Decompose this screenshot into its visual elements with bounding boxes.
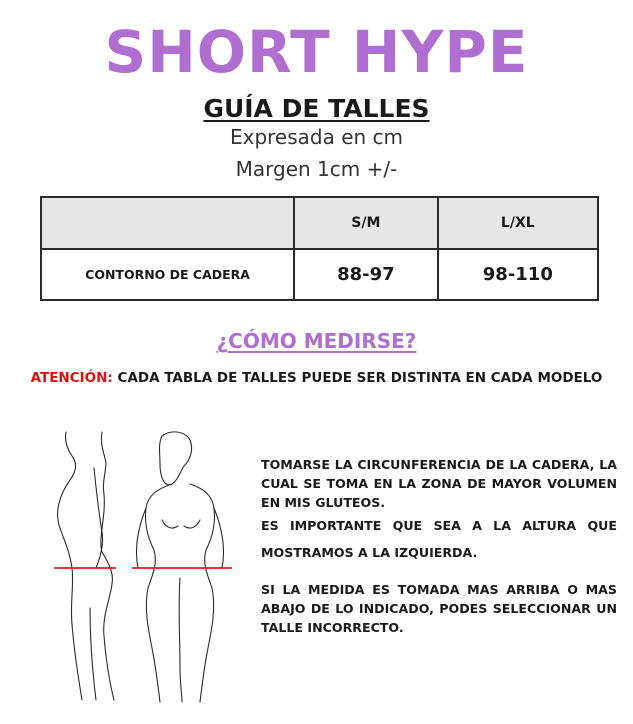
margin-subtitle: Margen 1cm +/- [235,157,398,181]
header-cell-sm: S/M [294,197,437,249]
how-to-measure-text: ¿CÓMO MEDIRSE? [216,329,417,353]
header-cell-empty [41,197,294,249]
table-row [41,249,598,300]
size-table-header [41,197,598,249]
instruction-2: ES IMPORTANTE QUE SEA A LA ALTURA QUE MOSTRAMOS A LA IZQUIERDA. [261,518,617,560]
measure-instructions [261,455,617,637]
front-figure-arm-left [136,508,146,568]
front-figure-hair [160,432,192,485]
instruction-1: TOMARSE LA CIRCUNFERENCIA DE LA CADERA, LA CUAL SE TOMA EN LA ZONA DE MAYOR VOLUMEN EN MIS GLUTEOS. [261,457,617,510]
header-cell-lxl: L/XL [438,197,598,249]
warning-text: CADA TABLA DE TALLES PUEDE SER DISTINTA EN CADA MODELO [117,370,603,386]
side-figure-arm [94,468,103,568]
how-to-measure-heading [0,328,633,354]
brand-title: SHORT HYPE [104,18,529,86]
front-figure-arm-right [214,508,224,568]
front-figure-bust [162,520,200,528]
warning-label: ATENCIÓN: [30,370,113,386]
page-title [0,94,633,124]
front-figure-right-side [190,484,215,702]
side-figure-back [101,432,114,700]
side-figure-leg-gap [90,608,96,700]
row-label-hip: CONTORNO DE CADERA [41,249,294,300]
warning-line [0,369,633,387]
side-figure-outline [58,432,82,700]
value-lxl: 98-110 [438,249,598,300]
units-subtitle: Expresada en cm [229,125,404,149]
instruction-3: SI LA MEDIDA ES TOMADA MAS ARRIBA O MAS ABAJO DE LO INDICADO, PODES SELECCIONAR UN TALLE INCORRECTO. [261,582,617,635]
body-silhouette-illustration [44,428,244,713]
page-title-text: GUÍA DE TALLES [203,94,430,123]
front-figure-left-side [145,484,172,702]
front-figure-inner-leg [179,578,182,702]
size-table [40,196,599,301]
value-sm: 88-97 [294,249,437,300]
